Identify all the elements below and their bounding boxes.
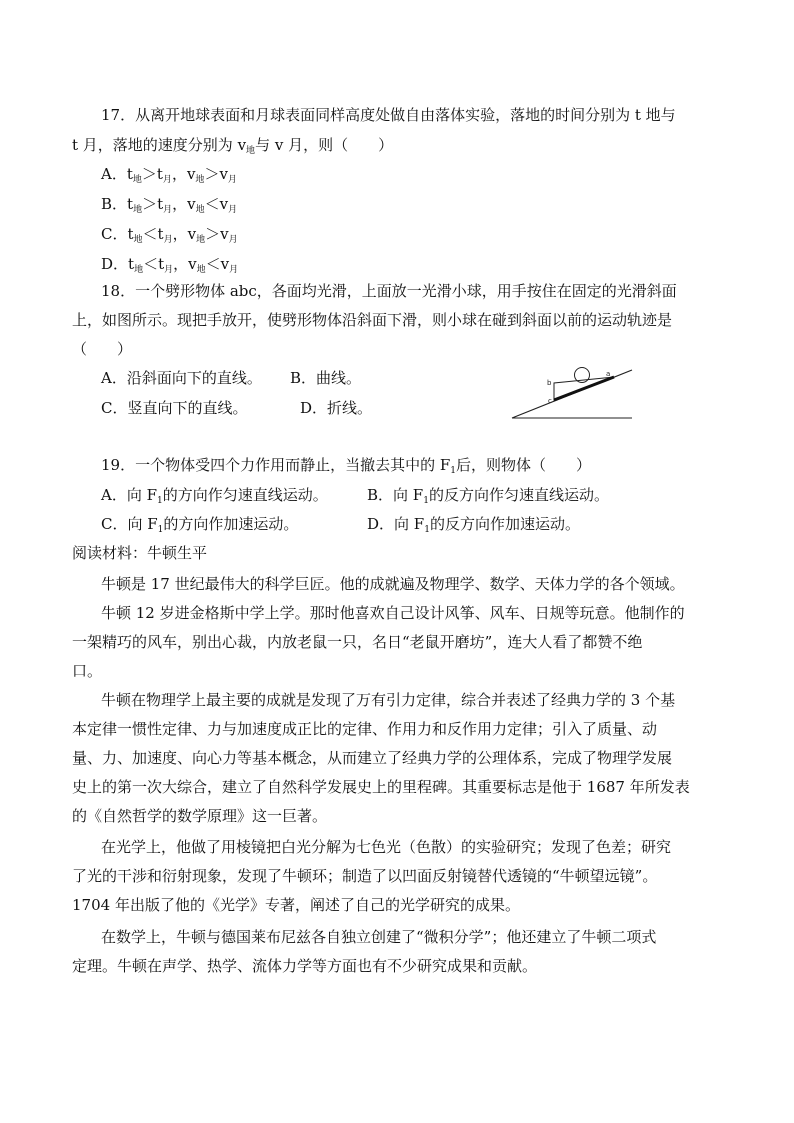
q18-option-d[interactable]: D．折线。 [300,399,373,417]
reading-line: 在光学上，他做了用棱镜把白光分解为七色光（色散）的实验研究；发现了色差；研究 [101,838,672,856]
q19-stem: 19．一个物体受四个力作用而静止，当撤去其中的 $F_1$后，则物体（ ） [101,456,592,476]
q19-option-b[interactable]: B．向 $F_1$的反方向作匀速直线运动。 [367,486,609,506]
label-b: b [547,379,552,387]
q17-stem-line1: 17．从离开地球表面和月球表面同样高度处做自由落体实验，落地的时间分别为 t 地与 [101,106,676,124]
q17-option-c[interactable]: C．$t_地<t_月$，$v_地>v_月$ [101,225,238,245]
q19-option-d[interactable]: D．向 $F_1$的反方向作加速运动。 [367,515,580,535]
reading-line: 口。 [72,662,103,680]
reading-line: 量、力、加速度、向心力等基本概念，从而建立了经典力学的公理体系，完成了物理学发展 [72,749,673,767]
reading-line: 定理。牛顿在声学、热学、流体力学等方面也有不少研究成果和贡献。 [72,957,538,975]
q18-stem-line2: 上，如图所示。现把手放开，使劈形物体沿斜面下滑，则小球在碰到斜面以前的运动轨迹是 [72,311,673,329]
reading-line: 本定律一惯性定律、力与加速度成正比的定律、作用力和反作用力定律；引入了质量、动 [72,720,658,738]
q18-option-b[interactable]: B．曲线。 [290,369,362,387]
q17-option-b[interactable]: B．$t_地>t_月$，$v_地<v_月$ [101,195,238,215]
label-c: c [548,397,552,405]
reading-line: 牛顿是 17 世纪最伟大的科学巨匠。他的成就遍及物理学、数学、天体力学的各个领域。 [101,575,685,593]
reading-title: 阅读材料：牛顿生平 [72,544,208,562]
q17-option-d[interactable]: D．$t_地<t_月$，$v_地<v_月$ [101,255,239,275]
q19-option-c[interactable]: C．向 $F_1$的方向作加速运动。 [101,515,299,535]
reading-line: 了光的干涉和衍射现象，发现了牛顿环；制造了以凹面反射镜替代透镜的“牛顿望远镜”。 [72,867,658,885]
reading-line: 一架精巧的风车，别出心裁，内放老鼠一只，名日“老鼠开磨坊”，连大人看了都赞不绝 [72,633,643,651]
reading-line: 1704 年出版了他的《光学》专著，阐述了自己的光学研究的成果。 [72,896,520,914]
reading-line: 在数学上，牛顿与德国莱布尼兹各自独立创建了“微积分学”；他还建立了牛顿二项式 [101,928,657,946]
q18-stem-line1: 18．一个劈形物体 abc，各面均光滑，上面放一光滑小球，用手按住在固定的光滑斜面 [101,282,677,300]
q17-stem-line2: t 月，落地的速度分别为 $v_地$与 v 月，则（ ） [72,136,394,156]
q18-stem-line3: （ ） [72,340,133,358]
q19-option-a[interactable]: A．向 $F_1$的方向作匀速直线运动。 [101,486,328,506]
q17-option-a[interactable]: A．$t_地>t_月$，$v_地>v_月$ [101,165,237,185]
reading-line: 史上的第一次大综合，建立了自然科学发展史上的里程碑。其重要标志是他于 1687 年所发表 [72,778,690,796]
reading-line: 的《自然哲学的数学原理》这一巨著。 [72,807,328,825]
label-a: a [606,370,611,378]
q18-option-c[interactable]: C．竖直向下的直线。 [101,399,248,417]
q18-option-a[interactable]: A．沿斜面向下的直线。 [101,369,262,387]
incline-wedge-figure [506,362,636,424]
reading-line: 牛顿 12 岁进金格斯中学上学。那时他喜欢自己设计风筝、风车、日规等玩意。他制作的 [101,604,685,622]
reading-line: 牛顿在物理学上最主要的成就是发现了万有引力定律，综合并表述了经典力学的 3 个基 [101,691,676,709]
